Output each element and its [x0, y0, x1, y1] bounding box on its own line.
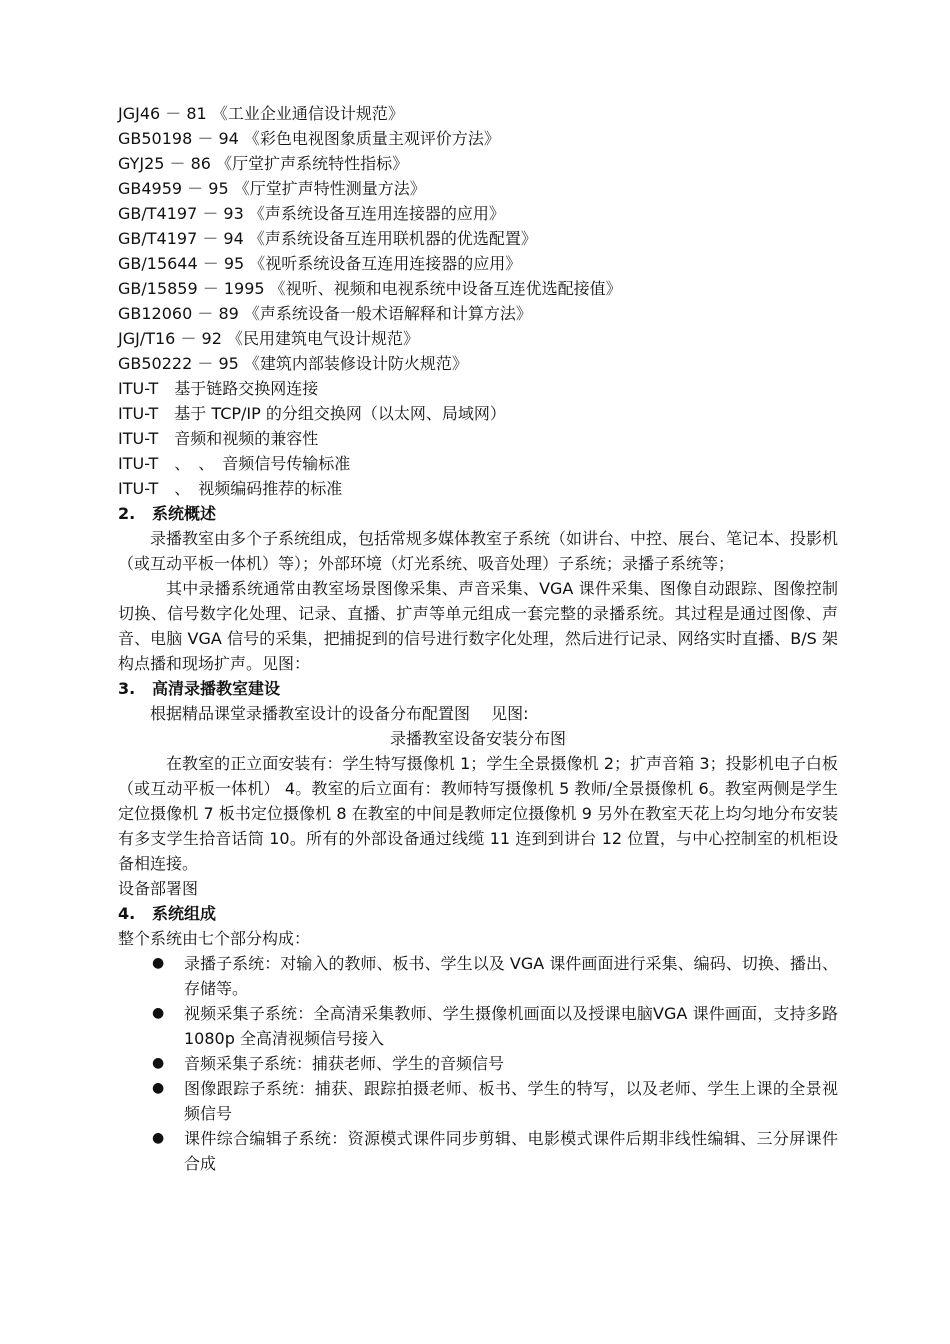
list-item [118, 1051, 838, 1076]
list-item [118, 1076, 838, 1126]
section-heading [118, 676, 838, 701]
standard-item: ITU-T 基于 TCP/IP 的分组交换网（以太网、局域网） [118, 404, 506, 423]
standard-item: GB4959 － 95 《厅堂扩声特性测量方法》 [118, 179, 426, 198]
section-title: 高清录播教室建设 [152, 679, 281, 698]
section-number: 2. [118, 504, 136, 523]
section-title: 系统概述 [152, 504, 217, 523]
standard-item: GB12060 － 89 《声系统设备一般术语解释和计算方法》 [118, 304, 532, 323]
standard-item: ITU-T 音频和视频的兼容性 [118, 429, 319, 448]
section-number: 4. [118, 904, 136, 923]
standard-item: GB/15859 － 1995 《视听、视频和电视系统中设备互连优选配接值》 [118, 279, 622, 298]
standard-item: GB50222 － 95 《建筑内部装修设计防火规范》 [118, 354, 468, 373]
document-page [118, 101, 838, 1176]
standards-list [118, 101, 838, 501]
standard-item: GB/T4197 － 93 《声系统设备互连用连接器的应用》 [118, 204, 505, 223]
bullet-icon: ● [152, 1080, 165, 1096]
paragraph: 整个系统由七个部分构成： [118, 929, 311, 948]
section-number: 3. [118, 679, 136, 698]
list-item-text: 课件综合编辑子系统：资源模式课件同步剪辑、电影模式课件后期非线性编辑、三分屏课件合成 [184, 1129, 838, 1173]
list-item-text: 视频采集子系统：全高清采集教师、学生摄像机画面以及授课电脑VGA 课件画面，支持多路 1080p 全高清视频信号接入 [184, 1004, 838, 1048]
standard-item: GB/15644 － 95 《视听系统设备互连用连接器的应用》 [118, 254, 522, 273]
bullet-icon: ● [152, 955, 165, 971]
standard-item: GYJ25 － 86 《厅堂扩声系统特性指标》 [118, 154, 409, 173]
standard-item: JGJ46 － 81 《工业企业通信设计规范》 [118, 104, 404, 123]
list-item [118, 1001, 838, 1051]
section-heading [118, 901, 838, 926]
paragraph: 其中录播系统通常由教室场景图像采集、声音采集、VGA 课件采集、图像自动跟踪、图像控制切换、信号数字化处理、记录、直播、扩声等单元组成一套完整的录播系统。其过程是通过图像、声音、电脑 VGA 信号的采集，把捕捉到的信号进行数字化处理，然后进行记录、网络实时直播、B/S 架构点播和现场扩声。见图： [118, 579, 838, 673]
list-item-text: 音频采集子系统：捕获老师、学生的音频信号 [184, 1054, 505, 1073]
list-item-text: 图像跟踪子系统：捕获、跟踪拍摄老师、板书、学生的特写，以及老师、学生上课的全景视频信号 [184, 1079, 838, 1123]
list-item [118, 1126, 838, 1176]
standard-item: ITU-T 基于链路交换网连接 [118, 379, 319, 398]
list-item-text: 录播子系统：对输入的教师、板书、学生以及 VGA 课件画面进行采集、编码、切换、播出、存储等。 [184, 954, 838, 998]
bullet-icon: ● [152, 1130, 165, 1146]
figure-label: 设备部署图 [118, 879, 199, 898]
list-item [118, 951, 838, 1001]
section-heading [118, 501, 838, 526]
bullet-icon: ● [152, 1005, 165, 1021]
figure-caption: 录播教室设备安装分布图 [389, 729, 566, 748]
standard-item: GB50198 － 94 《彩色电视图象质量主观评价方法》 [118, 129, 500, 148]
standard-item: GB/T4197 － 94 《声系统设备互连用联机器的优选配置》 [118, 229, 537, 248]
paragraph: 录播教室由多个子系统组成，包括常规多媒体教室子系统（如讲台、中控、展台、笔记本、投影机（或互动平板一体机）等）；外部环境（灯光系统、吸音处理）子系统；录播子系统等； [118, 529, 839, 573]
standard-item: ITU-T 、 、 音频信号传输标准 [118, 454, 351, 473]
section-title: 系统组成 [152, 904, 217, 923]
paragraph: 根据精品课堂录播教室设计的设备分布配置图 见图: [150, 704, 529, 723]
standard-item: JGJ/T16 － 92 《民用建筑电气设计规范》 [118, 329, 419, 348]
paragraph: 在教室的正立面安装有：学生特写摄像机 1；学生全景摄像机 2；扩声音箱 3；投影机电子白板（或互动平板一体机） 4。教室的后立面有：教师特写摄像机 5 教师/全景摄像机 6。教室两侧是学生定位摄像机 7 板书定位摄像机 8 在教室的中间是教师定位摄像机 9 另外在教室天花上均匀地分布安装有多支学生拾音话筒 10。所有的外部设备通过线缆 11 连到到讲台 12 位置，与中心控制室的机柜设备相连接。 [118, 754, 838, 873]
bullet-icon: ● [152, 1055, 165, 1071]
standard-item: ITU-T 、 视频编码推荐的标准 [118, 479, 343, 498]
component-list [118, 951, 838, 1176]
